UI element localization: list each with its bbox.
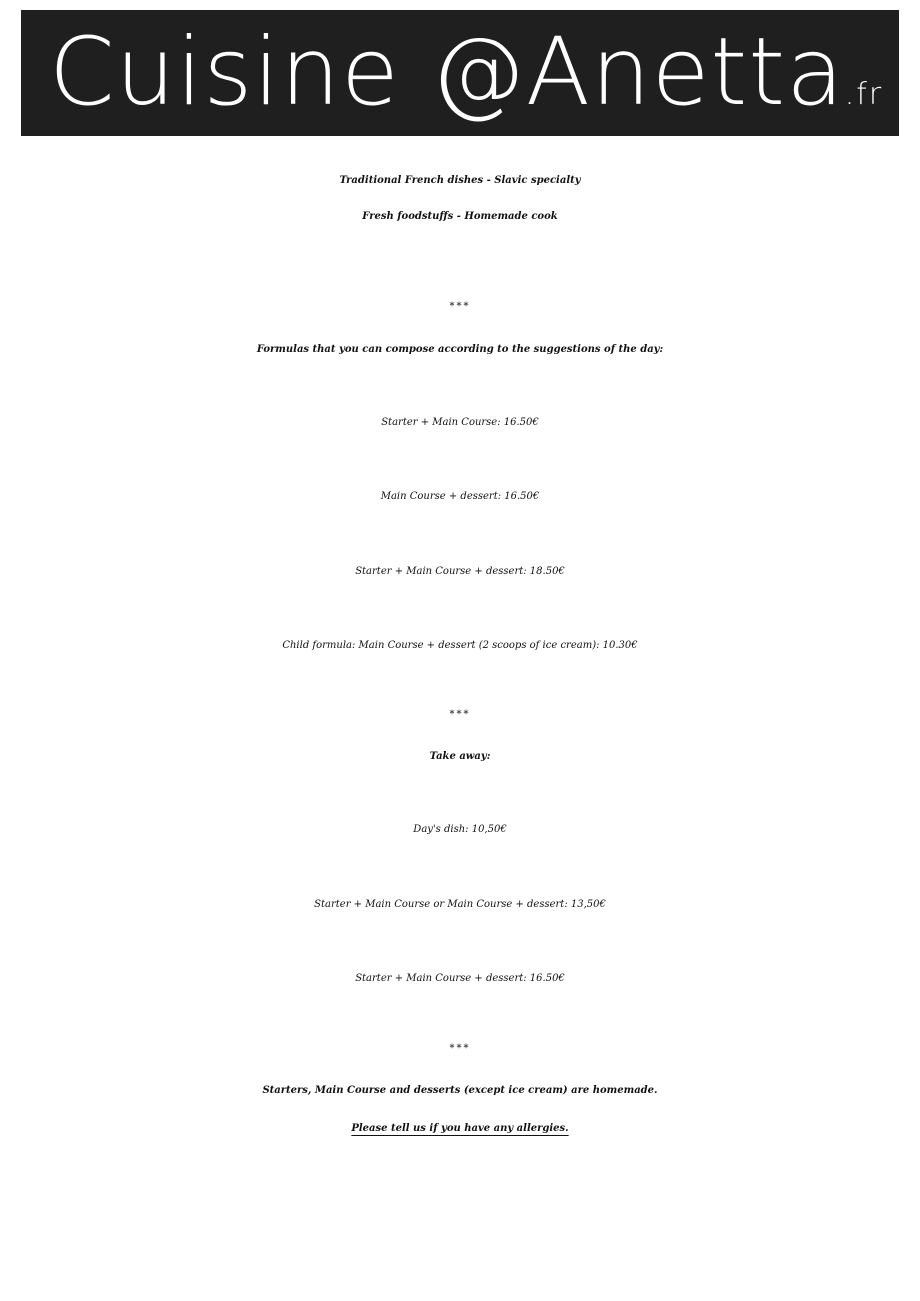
brand-logo [49, 18, 883, 136]
formula-item-child: Child formula: Main Course + dessert (2 scoops of ice cream): 10.30€ [282, 640, 638, 651]
brand-name: Cuisine @Anetta [49, 18, 845, 127]
formula-item: Starter + Main Course + dessert: 18.50€ [355, 566, 565, 577]
separator-3: *** [449, 1043, 471, 1054]
brand-banner [21, 10, 899, 136]
takeaway-item: Starter + Main Course or Main Course + dessert: 13,50€ [314, 899, 606, 910]
brand-tld: .fr [844, 77, 884, 112]
formula-item: Starter + Main Course: 16.50€ [381, 417, 539, 428]
separator-1: *** [449, 301, 471, 312]
takeaway-item: Day's dish: 10,50€ [413, 824, 507, 835]
intro-line-1: Traditional French dishes - Slavic specialty [339, 175, 581, 186]
homemade-note: Starters, Main Course and desserts (except ice cream) are homemade. [262, 1085, 658, 1096]
allergy-note: Please tell us if you have any allergies. [351, 1123, 569, 1134]
separator-2: *** [449, 709, 471, 720]
takeaway-item: Starter + Main Course + dessert: 16.50€ [355, 973, 565, 984]
intro-line-2: Fresh foodstuffs - Homemade cook [362, 211, 558, 222]
formulas-heading: Formulas that you can compose according to the suggestions of the day: [256, 344, 664, 355]
takeaway-heading: Take away: [429, 751, 491, 762]
formula-item: Main Course + dessert: 16.50€ [380, 491, 540, 502]
